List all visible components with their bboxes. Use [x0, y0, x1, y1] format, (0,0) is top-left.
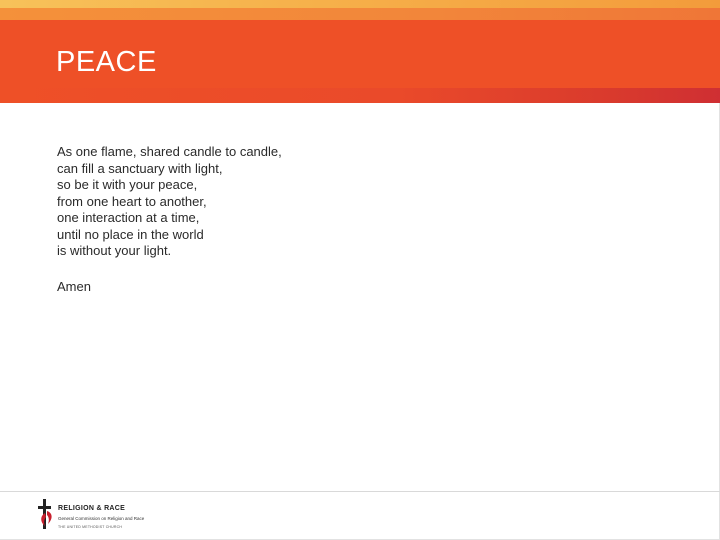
prayer-line: one interaction at a time,	[57, 210, 200, 225]
prayer-line: until no place in the world	[57, 226, 204, 242]
closing-word: Amen	[57, 279, 91, 294]
top-accent-band	[0, 0, 720, 8]
prayer-line: from one heart to another,	[57, 193, 207, 209]
prayer-line: can fill a sanctuary with light,	[57, 160, 223, 176]
top-accent-band-secondary	[0, 8, 720, 20]
title-bar-edge	[0, 88, 720, 103]
prayer-line: is without your light.	[57, 243, 172, 258]
slide-title: PEACE	[56, 46, 157, 78]
cross-and-flame-icon	[36, 497, 56, 531]
logo-title: RELIGION & RACE	[58, 505, 126, 512]
organization-logo	[36, 497, 166, 537]
prayer-line: so be it with your peace,	[57, 177, 198, 192]
footer-divider	[0, 491, 720, 492]
logo-subtitle: General Commission on Religion and Race	[58, 516, 145, 521]
prayer-line: As one flame, shared candle to candle,	[57, 144, 282, 159]
logo-organization: THE UNITED METHODIST CHURCH	[58, 525, 123, 529]
prayer-text	[57, 144, 282, 260]
